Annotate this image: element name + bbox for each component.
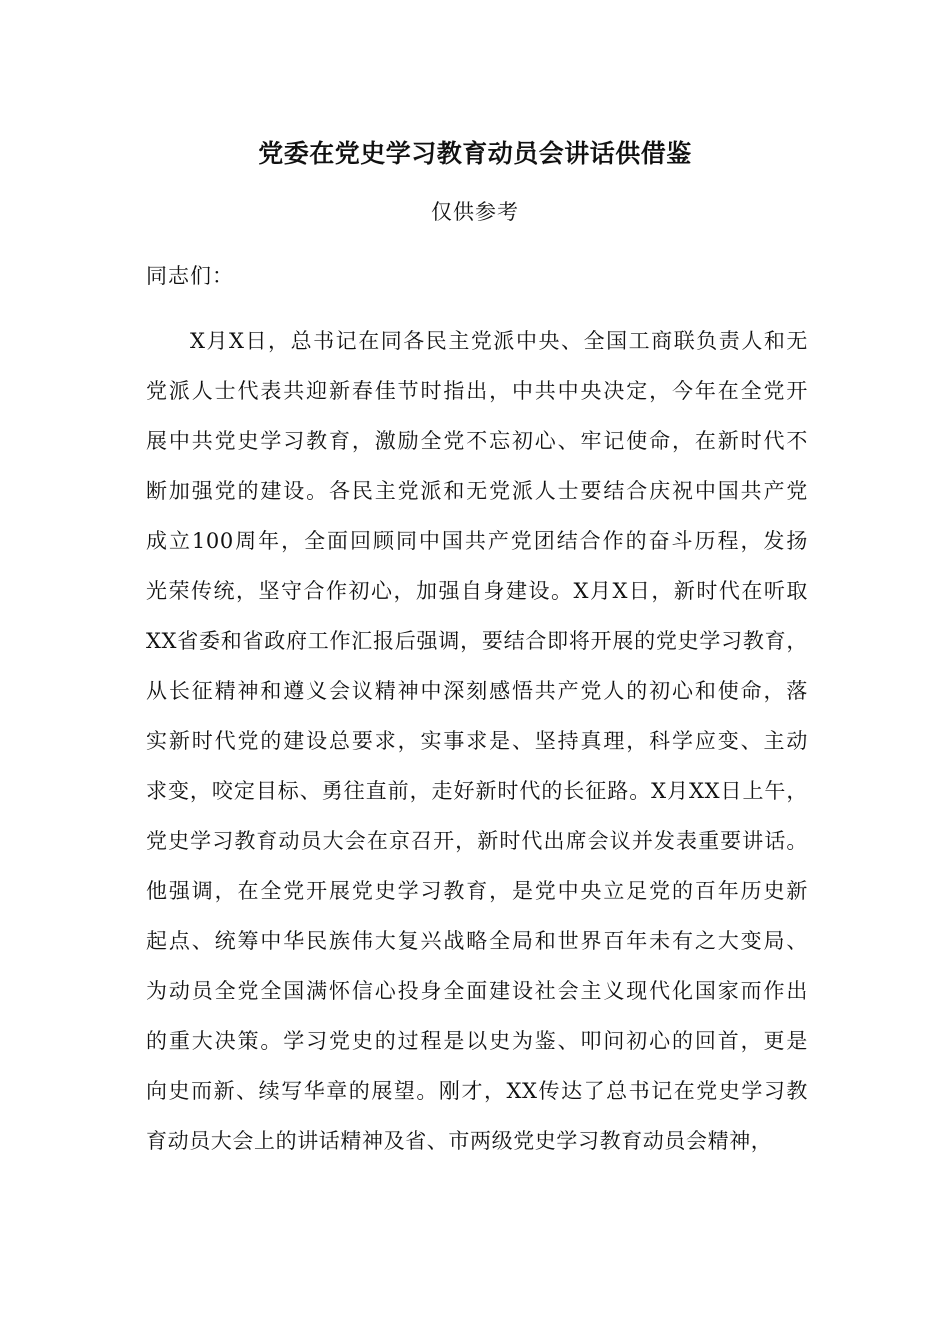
paragraph-line: X月X日，总书记在同各民主党派中央、全国工商联负责人和无 (190, 329, 808, 353)
body-paragraph (146, 316, 808, 1166)
paragraph-line: 成立100周年，全面回顾同中国共产党团结合作的奋斗历程，发扬 (146, 529, 808, 553)
paragraph-line: 求变，咬定目标、勇往直前，走好新时代的长征路。X月XX日上午， (146, 779, 808, 803)
paragraph-line: 他强调，在全党开展党史学习教育，是党中央立足党的百年历史新 (146, 879, 808, 903)
document-subtitle: 仅供参考 (431, 200, 519, 224)
paragraph-line: 光荣传统，坚守合作初心，加强自身建设。X月X日，新时代在听取 (146, 579, 808, 603)
paragraph-line: 实新时代党的建设总要求，实事求是、坚持真理，科学应变、主动 (146, 729, 808, 753)
paragraph-line: 育动员大会上的讲话精神及省、市两级党史学习教育动员会精神， (146, 1129, 773, 1153)
paragraph-line: 断加强党的建设。各民主党派和无党派人士要结合庆祝中国共产党 (146, 479, 808, 503)
paragraph-line: 的重大决策。学习党史的过程是以史为鉴、叩问初心的回首，更是 (146, 1029, 808, 1053)
salutation: 同志们： (146, 264, 234, 288)
paragraph-line: 从长征精神和遵义会议精神中深刻感悟共产党人的初心和使命，落 (146, 679, 808, 703)
paragraph-line: 向史而新、续写华章的展望。刚才，XX传达了总书记在党史学习教 (146, 1079, 808, 1103)
document-title: 党委在党史学习教育动员会讲话供借鉴 (258, 139, 692, 168)
paragraph-line: 展中共党史学习教育，激励全党不忘初心、牢记使命，在新时代不 (146, 429, 808, 453)
paragraph-line: 为动员全党全国满怀信心投身全面建设社会主义现代化国家而作出 (146, 979, 808, 1003)
paragraph-line: XX省委和省政府工作汇报后强调，要结合即将开展的党史学习教育， (146, 629, 808, 653)
paragraph-line: 起点、统筹中华民族伟大复兴战略全局和世界百年未有之大变局、 (146, 929, 808, 953)
paragraph-line: 党史学习教育动员大会在京召开，新时代出席会议并发表重要讲话。 (146, 829, 808, 853)
paragraph-line: 党派人士代表共迎新春佳节时指出，中共中央决定，今年在全党开 (146, 379, 808, 403)
